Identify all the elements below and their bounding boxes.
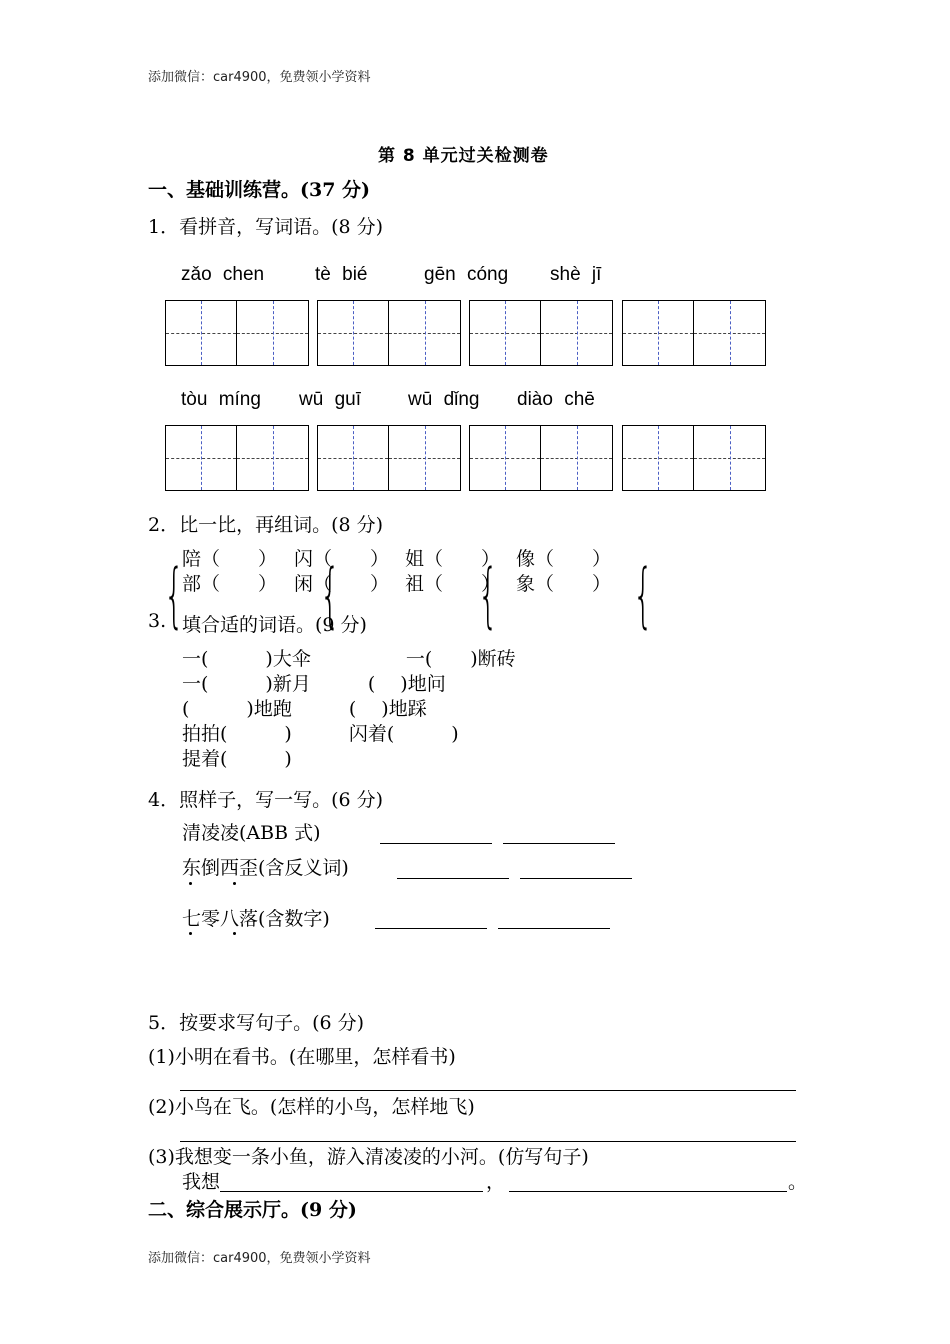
q2-word-3a: 姐（ ）	[405, 548, 501, 570]
q2-word-4a: 像（ ）	[516, 548, 612, 570]
q4-item-3: 七零八落(含数字)	[182, 908, 330, 930]
answer-line[interactable]	[397, 878, 509, 879]
q1-label: 1．看拼音，写词语。(8 分)	[148, 216, 384, 238]
q2-label: 2．比一比，再组词。(8 分)	[148, 514, 384, 536]
q2-word-2b: 闲（ ）	[294, 573, 390, 595]
q1-pinyin-1: zǎo chen	[181, 264, 265, 285]
q1-pinyin-4: shè jī	[550, 264, 602, 285]
q1-pinyin-7: wū dǐng	[408, 389, 480, 410]
q3-number: 3.	[148, 610, 167, 632]
q4-label: 4．照样子，写一写。(6 分)	[148, 789, 384, 811]
brace-icon: {	[320, 554, 341, 636]
watermark-top: 添加微信：car4900，免费领小学资料	[148, 70, 371, 85]
q3-line-5: 提着( )	[182, 748, 292, 770]
brace-icon: {	[478, 554, 499, 636]
emphasis-dot	[189, 932, 192, 935]
q1-pinyin-5: tòu míng	[181, 389, 261, 410]
q5-label: 5．按要求写句子。(6 分)	[148, 1012, 365, 1034]
q2-word-2a: 闪（ ）	[294, 548, 390, 570]
answer-line[interactable]	[180, 1090, 796, 1091]
watermark-bottom: 添加微信：car4900，免费领小学资料	[148, 1251, 371, 1266]
answer-line[interactable]	[375, 928, 487, 929]
q5-end: 。	[788, 1171, 808, 1193]
q1-pinyin-3: gēn cóng	[424, 264, 509, 285]
writing-grid[interactable]	[469, 425, 613, 491]
answer-line[interactable]	[520, 878, 632, 879]
q1-pinyin-8: diào chē	[517, 389, 595, 410]
writing-grid[interactable]	[622, 425, 766, 491]
q5-sentence-2: (2)小鸟在飞。(怎样的小鸟，怎样地飞)	[148, 1096, 475, 1118]
q2-word-1b: 部（ ）	[182, 573, 278, 595]
q5-sentence-3: (3)我想变一条小鱼，游入清凌凌的小河。(仿写句子)	[148, 1146, 589, 1168]
section-2-heading: 二、综合展示厅。(9 分)	[148, 1199, 357, 1221]
answer-line[interactable]	[380, 843, 492, 844]
answer-line[interactable]	[498, 928, 610, 929]
writing-grid[interactable]	[317, 425, 461, 491]
writing-grid[interactable]	[165, 300, 309, 366]
q1-pinyin-2: tè bié	[315, 264, 368, 285]
q4-item-1: 清凌凌(ABB 式)	[182, 822, 321, 844]
writing-grid[interactable]	[165, 425, 309, 491]
q2-word-3b: 祖（ ）	[405, 573, 501, 595]
emphasis-dot	[189, 882, 192, 885]
q5-prefix: 我想	[182, 1171, 221, 1193]
q5-comma: ，	[486, 1171, 506, 1193]
answer-line[interactable]	[503, 843, 615, 844]
emphasis-dot	[233, 882, 236, 885]
q5-sentence-1: (1)小明在看书。(在哪里，怎样看书)	[148, 1046, 456, 1068]
q3-line-3: ( )地跑 ( )地踩	[182, 698, 427, 720]
writing-grid[interactable]	[469, 300, 613, 366]
writing-grid[interactable]	[622, 300, 766, 366]
writing-grid[interactable]	[317, 300, 461, 366]
answer-line[interactable]	[509, 1191, 787, 1192]
answer-line[interactable]	[220, 1191, 483, 1192]
section-1-heading: 一、基础训练营。(37 分)	[148, 179, 371, 201]
emphasis-dot	[233, 932, 236, 935]
q4-item-2: 东倒西歪(含反义词)	[182, 857, 349, 879]
q2-word-1a: 陪（ ）	[182, 548, 278, 570]
q2-word-4b: 象（ ）	[516, 573, 612, 595]
q3-label: 填合适的词语。(9 分)	[182, 614, 367, 636]
q1-pinyin-6: wū guī	[299, 389, 361, 410]
brace-icon: {	[633, 554, 654, 636]
brace-icon: {	[164, 554, 185, 636]
q3-line-2: 一( )新月 ( )地问	[182, 673, 446, 695]
answer-line[interactable]	[180, 1141, 796, 1142]
q3-line-4: 拍拍( ) 闪着( )	[182, 723, 459, 745]
page-title: 第 8 单元过关检测卷	[378, 146, 549, 166]
q3-line-1: 一( )大伞 一( )断砖	[182, 648, 516, 670]
